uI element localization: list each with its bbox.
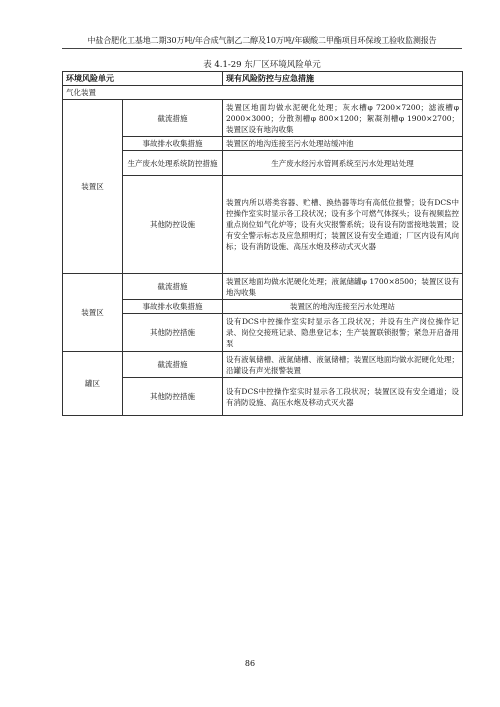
table-row — [63, 352, 463, 378]
area-cell: 装置区 — [63, 274, 123, 352]
measure-name: 其他防控设施 — [123, 176, 223, 274]
measure-text: 装置区地面均做水泥硬化处理；液氮储罐φ 1700×8500；装置区设有地沟收集 — [223, 274, 463, 300]
measure-name: 事故排水收集措施 — [123, 300, 223, 314]
measure-text: 装置区的地沟连接至污水处理站 — [223, 300, 463, 314]
measure-text: 设有DCS中控操作室实时显示各工段状况；并设有生产岗位操作记录、岗位交接班记录、隐患登记本；生产装置联锁报警；紧急开启备用泵 — [223, 314, 463, 352]
measure-name: 其他防控措施 — [123, 314, 223, 352]
table-caption: 表 4.1-29 东厂区环境风险单元 — [203, 60, 321, 70]
measure-text: 生产废水经污水管网系统至污水处理站处理 — [223, 151, 463, 176]
area-cell: 装置区 — [63, 100, 123, 274]
page-number: 86 — [244, 659, 256, 668]
table-row — [63, 300, 463, 314]
table-row — [63, 176, 463, 274]
measure-name: 生产废水处理系统防控措施 — [123, 151, 223, 176]
table-row — [63, 151, 463, 176]
column-header-unit: 环境风险单元 — [63, 72, 223, 86]
table-row — [63, 137, 463, 151]
measure-text: 装置内所以塔类容器、贮槽、换热器等均有高低位报警；设有DCS中控操作室实时显示各工段状况；设有多个可燃气体探头；设有视频监控重点岗位如气化炉等；设有火灾报警系统；设有设有防雷接地装置；设有安全警示标志及应急照明灯；装置区设有安全通道；厂区内设有风向标；设有消防设施、高压水炮及移动式灭火器 — [223, 176, 463, 274]
measure-name: 事故排水收集措施 — [123, 137, 223, 151]
section-label: 气化装置 — [63, 86, 463, 100]
table-row — [63, 100, 463, 137]
column-header-measures: 现有风险防控与应急措施 — [223, 72, 463, 86]
measure-name: 其他防控措施 — [123, 378, 223, 416]
measure-text: 装置区地面均做水泥硬化处理；灰水槽φ 7200×7200；滤液槽φ 2000×3000；分散剂槽φ 800×1200；絮凝剂槽φ 1900×2700；装置区设有地沟收集 — [223, 100, 463, 137]
risk-table — [62, 71, 463, 416]
measure-name: 截流措施 — [123, 100, 223, 137]
running-header: 中盐合肥化工基地二期30万吨/年合成气制乙二醇及10万吨/年碳酸二甲酯项目环保竣工验收监测报告 — [87, 36, 437, 45]
section-row — [63, 86, 463, 100]
measure-text: 装置区的地沟连接至污水处理站缓冲池 — [223, 137, 463, 151]
table-header-row — [63, 72, 463, 86]
measure-name: 截流措施 — [123, 352, 223, 378]
table-row — [63, 378, 463, 416]
area-cell: 罐区 — [63, 352, 123, 416]
measure-text: 设有DCS中控操作室实时显示各工段状况；装置区设有安全通道；设有消防设施、高压水炮及移动式灭火器 — [223, 378, 463, 416]
measure-name: 截流措施 — [123, 274, 223, 300]
header-rule — [62, 48, 462, 49]
table-row — [63, 274, 463, 300]
table-row — [63, 314, 463, 352]
measure-text: 设有液氧储槽、液氮储槽、液氩储槽；装置区地面均做水泥硬化处理；沿罐设有声光报警装置 — [223, 352, 463, 378]
